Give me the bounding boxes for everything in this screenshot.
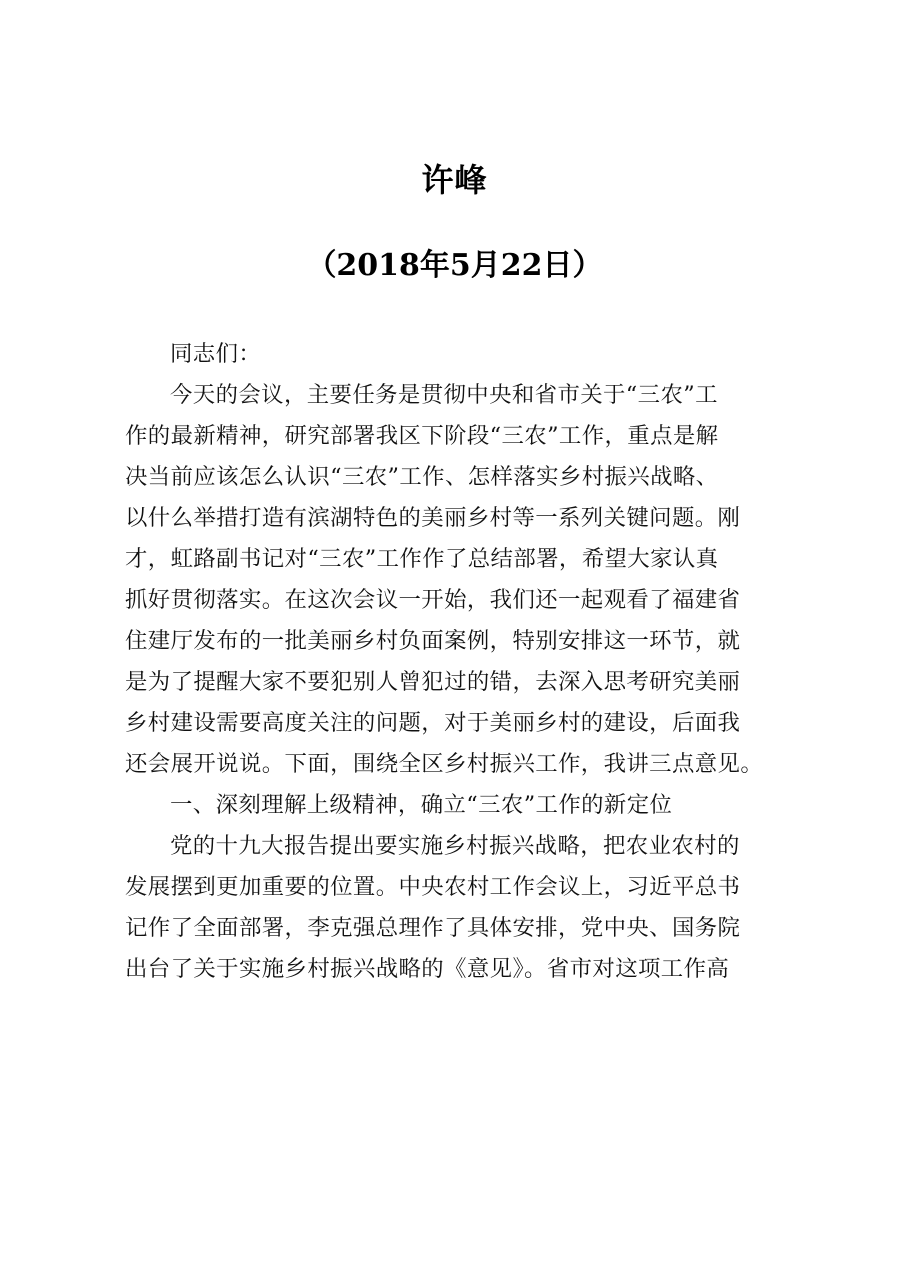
paragraph-line: 住建厅发布的一批美丽乡村负面案例，特别安排这一环节，就 (125, 628, 741, 654)
paragraph-line: 抓好贯彻落实。在这次会议一开始，我们还一起观看了福建省 (125, 587, 741, 613)
speech-body (125, 334, 797, 990)
paragraph-line: 出台了关于实施乡村振兴战略的《意见》。省市对这项工作高 (125, 956, 730, 982)
paragraph-line: 以什么举措打造有滨湖特色的美丽乡村等一系列关键问题。刚 (125, 505, 741, 531)
speaker-name: 许峰 (421, 161, 488, 199)
paragraph-line: 还会展开说说。下面，围绕全区乡村振兴工作，我讲三点意见。 (125, 751, 764, 777)
section-heading: 一、深刻理解上级精神，确立“三农”工作的新定位 (170, 792, 673, 818)
paragraph-line: 决当前应该怎么认识“三农”工作、怎样落实乡村振兴战略、 (125, 464, 719, 490)
paragraph-line: 才，虹路副书记对“三农”工作作了总结部署，希望大家认真 (125, 546, 719, 572)
salutation: 同志们： (170, 341, 262, 367)
speech-date: （2018年5月22日） (306, 248, 603, 283)
paragraph-line: 发展摆到更加重要的位置。中央农村工作会议上，习近平总书 (125, 874, 741, 900)
paragraph-line: 今天的会议，主要任务是贯彻中央和省市关于“三农”工 (170, 382, 718, 408)
paragraph-line: 记作了全面部署，李克强总理作了具体安排，党中央、国务院 (125, 915, 741, 941)
paragraph-line: 作的最新精神，研究部署我区下阶段“三农”工作，重点是解 (125, 423, 719, 449)
paragraph-line: 是为了提醒大家不要犯别人曾犯过的错，去深入思考研究美丽 (125, 669, 741, 695)
paragraph-line: 乡村建设需要高度关注的问题，对于美丽乡村的建设，后面我 (125, 710, 741, 736)
paragraph-line: 党的十九大报告提出要实施乡村振兴战略，把农业农村的 (170, 833, 740, 859)
